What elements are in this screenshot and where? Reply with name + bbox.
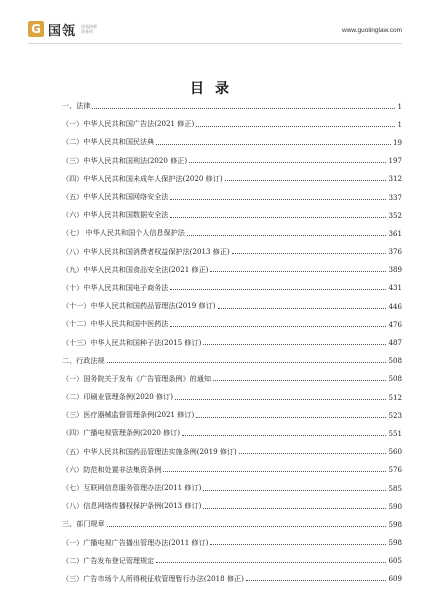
toc-entry-label: （十一）中华人民共和国药品管理法(2019 修订) [62,301,216,311]
toc-entry-label: （八）信息网络传播权保护条例(2013 修订) [62,501,202,511]
page-title: 目录 [190,81,240,97]
toc-entry-label: （四）广播电视管理条例(2020 修订) [62,428,181,438]
toc-leader-dots [196,126,395,127]
toc-entry-page: 508 [388,374,402,384]
toc-leader-dots [170,217,386,218]
toc-entry-label: （七） 中华人民共和国个人信息保护法 [62,228,185,238]
toc-entry-page: 605 [388,556,402,566]
toc-entry-label: （六）中华人民共和国数据安全法 [62,210,169,220]
toc-leader-dots [210,544,386,545]
logo [28,18,97,40]
toc-entry-page: 1 [397,101,402,111]
toc-entry[interactable] [62,461,402,479]
toc-entry[interactable] [62,297,402,315]
toc-entry-page: 508 [388,356,402,366]
toc-leader-dots [189,162,386,163]
toc-entry-page: 560 [388,447,402,457]
toc-entry-label: （五）中华人民共和国网络安全法 [62,192,169,202]
page-header [28,18,402,42]
toc-entry[interactable] [62,188,402,206]
toc-entry[interactable] [62,406,402,424]
toc-entry-page: 598 [388,538,402,548]
toc-entry[interactable] [62,97,402,115]
toc-entry-label: （三）中华人民共和国刑法(2020 修正) [62,155,188,165]
toc-entry-page: 476 [388,319,402,329]
toc-entry[interactable] [62,224,402,242]
toc-entry[interactable] [62,515,402,533]
toc-entry[interactable] [62,570,402,588]
toc-entry-label: （六）防范和处置非法集资条例 [62,464,162,474]
toc-entry-page: 585 [388,483,402,493]
toc-leader-dots [239,453,387,454]
toc-entry-page: 590 [388,501,402,511]
toc-entry[interactable] [62,352,402,370]
toc-entry-page: 609 [388,574,402,584]
toc-entry-label: （九）中华人民共和国食品安全法(2021 修正) [62,264,209,274]
toc-entry[interactable] [62,443,402,461]
toc-entry-label: （二）广告发布登记管理规定 [62,555,155,565]
toc-entry[interactable] [62,479,402,497]
toc-leader-dots [170,289,386,290]
toc-entry-label: （一）广播电视广告播出管理办法(2011 修订) [62,537,209,547]
toc-entry-page: 197 [388,156,402,166]
logo-subtitle-line-1: 国瓴律师 [81,24,98,29]
toc-leader-dots [175,399,386,400]
toc-entry-label: （十三）中华人民共和国种子法(2015 修订) [62,337,202,347]
toc-entry-label: （八）中华人民共和国消费者权益保护法(2013 修正) [62,246,230,256]
toc-entry-page: 446 [388,301,402,311]
toc-entry-label: （二）印刷业管理条例(2020 修订) [62,392,173,402]
toc-leader-dots [213,380,386,381]
toc-leader-dots [232,253,387,254]
toc-entry[interactable] [62,170,402,188]
toc-entry-label: （一）国务院关于发布《广告管理条例》的通知 [62,373,211,383]
toc-entry-page: 598 [388,519,402,529]
toc-entry-label: 三、部门规章 [62,519,105,529]
toc-entry-label: 一、法律 [62,101,91,111]
toc-leader-dots [203,344,386,345]
toc-entry-page: 431 [388,283,402,293]
toc-entry-label: （三）医疗器械监督管理条例(2021 修订) [62,410,195,420]
toc-leader-dots [170,199,386,200]
toc-entry[interactable] [62,133,402,151]
toc-entry-label: （二）中华人民共和国民法典 [62,137,155,147]
toc-entry[interactable] [62,261,402,279]
toc-entry-label: （一）中华人民共和国广告法(2021 修正) [62,119,195,129]
toc-leader-dots [92,108,395,109]
toc-entry-page: 389 [388,265,402,275]
toc-leader-dots [187,235,387,236]
toc-entry-page: 376 [388,247,402,257]
toc-entry-label: （四）中华人民共和国未成年人保护法(2020 修订) [62,173,223,183]
logo-subtitle [81,24,97,34]
toc-entry-label: （七）互联网信息服务管理办法(2011 修订) [62,483,202,493]
toc-entry-page: 551 [388,428,402,438]
toc-entry-page: 337 [388,192,402,202]
toc-entry[interactable] [62,497,402,515]
toc-leader-dots [170,326,386,327]
toc-entry-page: 352 [388,210,402,220]
toc-entry[interactable] [62,370,402,388]
header-divider [28,43,402,44]
table-of-contents [62,97,402,588]
toc-leader-dots [225,180,387,181]
toc-entry-label: 二、行政法规 [62,355,105,365]
toc-entry-label: （十二）中华人民共和国中医药法 [62,319,169,329]
toc-entry-page: 1 [397,119,402,129]
toc-entry-label: （十）中华人民共和国电子商务法 [62,282,169,292]
toc-leader-dots [156,562,386,563]
toc-leader-dots [203,490,386,491]
toc-leader-dots [156,144,391,145]
website-url: www.guolinglaw.com [342,27,402,34]
toc-leader-dots [218,308,387,309]
toc-entry[interactable] [62,534,402,552]
toc-entry-page: 487 [388,338,402,348]
toc-leader-dots [107,526,387,527]
toc-entry[interactable] [62,315,402,333]
toc-entry-page: 19 [392,137,402,147]
toc-leader-dots [196,417,386,418]
toc-entry[interactable] [62,243,402,261]
toc-leader-dots [203,508,386,509]
toc-entry[interactable] [62,388,402,406]
toc-leader-dots [163,471,386,472]
toc-entry[interactable] [62,279,402,297]
toc-entry-page: 523 [388,410,402,420]
logo-subtitle-line-2: 事务所 [81,29,94,34]
toc-leader-dots [182,435,386,436]
toc-leader-dots [107,362,387,363]
toc-entry[interactable] [62,115,402,133]
toc-entry[interactable] [62,424,402,442]
toc-entry[interactable] [62,333,402,351]
toc-leader-dots [210,271,386,272]
toc-entry-label: （三）广告市场个人所得税征收管理暂行办法(2018 修正) [62,573,244,583]
toc-entry-page: 512 [388,392,402,402]
logo-name: 国瓴 [48,23,77,39]
logo-mark-icon: G [28,21,44,37]
toc-entry-page: 312 [388,174,402,184]
toc-entry[interactable] [62,552,402,570]
toc-entry-page: 576 [388,465,402,475]
toc-entry-label: （五）中华人民共和国药品管理法实施条例(2019 修订) [62,446,237,456]
toc-entry[interactable] [62,152,402,170]
toc-entry[interactable] [62,206,402,224]
toc-entry-page: 361 [388,228,402,238]
toc-leader-dots [246,580,387,581]
